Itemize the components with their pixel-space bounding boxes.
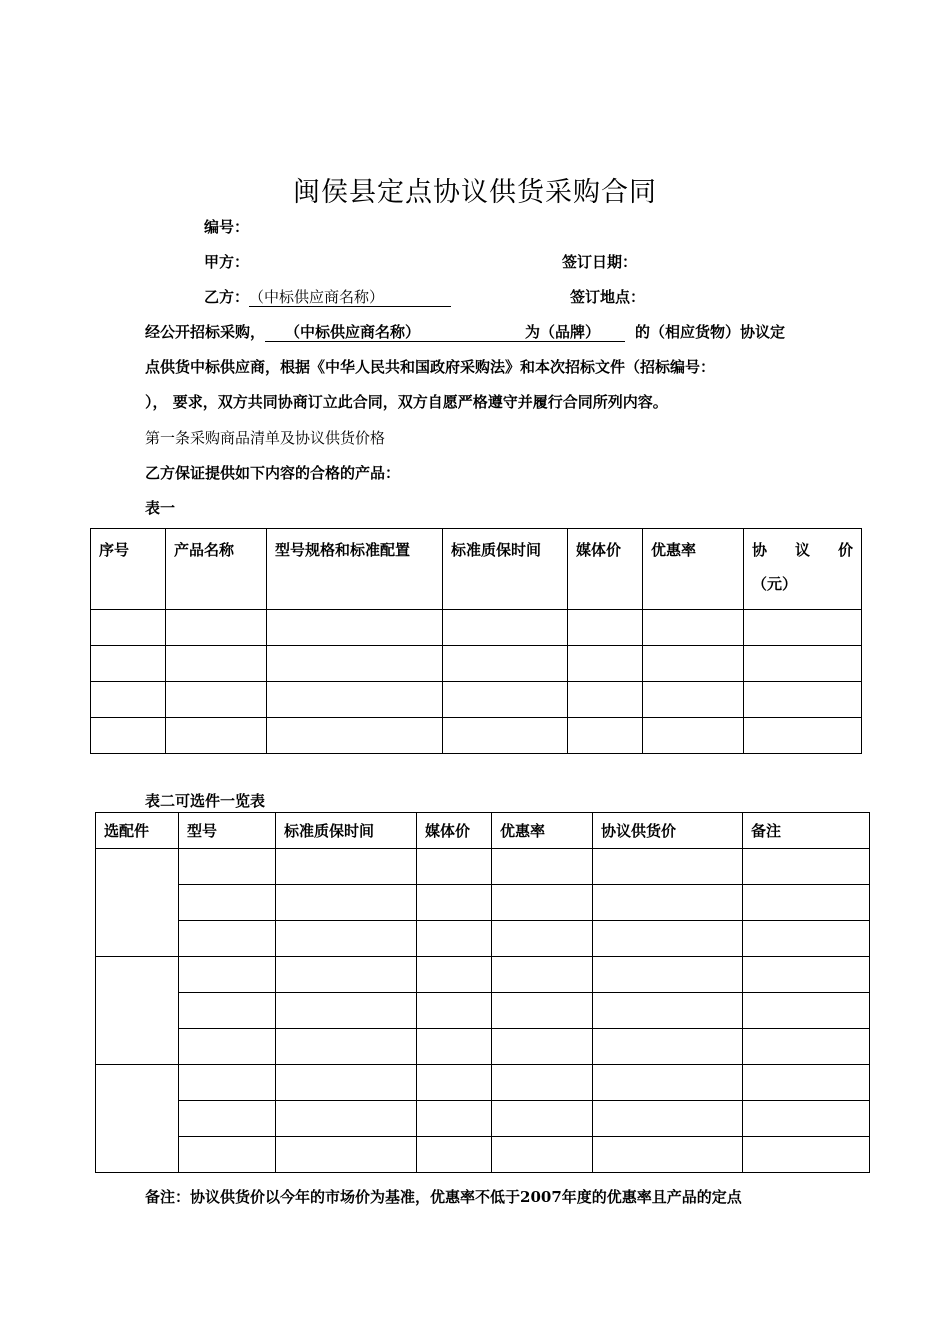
table-cell[interactable]: [267, 718, 443, 754]
header-cell: 优惠率: [643, 529, 744, 610]
sign-date-label: 签订日期：: [562, 253, 638, 271]
table-cell[interactable]: [91, 646, 166, 682]
table-cell[interactable]: [492, 993, 593, 1029]
table-cell[interactable]: [743, 885, 870, 921]
table-cell[interactable]: [417, 1101, 492, 1137]
table-cell[interactable]: [276, 1137, 417, 1173]
header-cell: 选配件: [96, 813, 179, 849]
table-cell[interactable]: [743, 993, 870, 1029]
table-cell[interactable]: [166, 682, 267, 718]
table-row: [91, 682, 862, 718]
options-table: [95, 812, 870, 1173]
table-cell[interactable]: [643, 646, 744, 682]
option-group-cell[interactable]: [96, 1065, 179, 1173]
table-cell[interactable]: [276, 1029, 417, 1065]
table-cell[interactable]: [91, 610, 166, 646]
table-cell[interactable]: [744, 682, 862, 718]
product-table: [90, 528, 862, 754]
article-1-heading: 第一条采购商品清单及协议供货价格: [145, 429, 386, 447]
table-cell[interactable]: [417, 1065, 492, 1101]
intro-brand: 为（品牌）: [525, 323, 625, 342]
table-cell[interactable]: [276, 957, 417, 993]
header-char: 协: [752, 541, 768, 559]
header-cell: 备注: [743, 813, 870, 849]
table-row: [96, 921, 870, 957]
intro-line-2: 点供货中标供应商，根据《中华人民共和国政府采购法》和本次招标文件（招标编号：: [145, 358, 716, 376]
table-cell[interactable]: [744, 610, 862, 646]
party-b-row: [204, 286, 451, 307]
header-cell: 协议供货价: [593, 813, 743, 849]
table-cell[interactable]: [417, 885, 492, 921]
header-char: 议: [794, 541, 810, 559]
header-cell: 标准质保时间: [443, 529, 568, 610]
intro-line-1: [145, 321, 785, 342]
table-cell[interactable]: [492, 1065, 593, 1101]
table-cell[interactable]: [179, 849, 276, 885]
table-cell[interactable]: [267, 646, 443, 682]
document-title: 闽侯县定点协议供货采购合同: [293, 177, 657, 208]
table-row: [96, 993, 870, 1029]
header-cell: 优惠率: [492, 813, 593, 849]
table-cell[interactable]: [744, 646, 862, 682]
table-cell[interactable]: [568, 646, 643, 682]
header-cell: 媒体价: [568, 529, 643, 610]
table-cell[interactable]: [593, 1029, 743, 1065]
table-cell[interactable]: [643, 682, 744, 718]
table-row: [96, 1029, 870, 1065]
table2-caption: 表二可选件一览表: [145, 792, 266, 810]
header-unit: （元）: [752, 575, 798, 593]
table-cell[interactable]: [276, 885, 417, 921]
table-cell[interactable]: [417, 1029, 492, 1065]
table-cell[interactable]: [179, 1137, 276, 1173]
table-cell[interactable]: [443, 682, 568, 718]
table-cell[interactable]: [492, 849, 593, 885]
table-cell[interactable]: [643, 610, 744, 646]
table-cell[interactable]: [743, 1101, 870, 1137]
table-cell[interactable]: [166, 610, 267, 646]
party-b-label: 乙方：: [204, 288, 250, 306]
table-cell[interactable]: [179, 1065, 276, 1101]
sign-place-label: 签订地点：: [570, 288, 646, 306]
intro-text-c: 的（相应货物）协议定: [635, 323, 786, 341]
table-cell[interactable]: [443, 646, 568, 682]
table-cell[interactable]: [593, 993, 743, 1029]
header-cell: 标准质保时间: [276, 813, 417, 849]
footnote: 备注：协议供货价以今年的市场价为基准，优惠率不低于2007年度的优惠率且产品的定点: [145, 1188, 742, 1206]
table-cell[interactable]: [743, 1029, 870, 1065]
table-cell[interactable]: [179, 885, 276, 921]
table-cell[interactable]: [593, 1137, 743, 1173]
table-row: [91, 610, 862, 646]
intro-supplier: （中标供应商名称）: [265, 323, 525, 342]
table-cell[interactable]: [593, 885, 743, 921]
table-cell[interactable]: [417, 1137, 492, 1173]
table-cell[interactable]: [593, 849, 743, 885]
table-cell[interactable]: [179, 993, 276, 1029]
table-cell[interactable]: [743, 849, 870, 885]
table-cell[interactable]: [593, 921, 743, 957]
table-cell[interactable]: [417, 849, 492, 885]
table-cell[interactable]: [179, 957, 276, 993]
table-cell[interactable]: [743, 1065, 870, 1101]
table-cell[interactable]: [443, 610, 568, 646]
table-cell[interactable]: [179, 1101, 276, 1137]
table-cell[interactable]: [417, 921, 492, 957]
table-row: [96, 885, 870, 921]
table-cell[interactable]: [166, 646, 267, 682]
header-char: 价: [837, 541, 853, 559]
table-row: [96, 1065, 870, 1101]
option-group-cell[interactable]: [96, 849, 179, 957]
table1-caption: 表一: [145, 499, 176, 517]
table-cell[interactable]: [743, 957, 870, 993]
table-cell[interactable]: [267, 682, 443, 718]
header-cell: 型号: [179, 813, 276, 849]
table-cell[interactable]: [276, 1101, 417, 1137]
number-label: 编号：: [204, 218, 250, 236]
option-group-cell[interactable]: [96, 957, 179, 1065]
table-cell[interactable]: [492, 1029, 593, 1065]
table-cell[interactable]: [276, 849, 417, 885]
header-cell: 型号规格和标准配置: [267, 529, 443, 610]
party-a-label: 甲方：: [204, 253, 250, 271]
table-cell[interactable]: [492, 885, 593, 921]
table-cell[interactable]: [179, 1029, 276, 1065]
table-cell[interactable]: [267, 610, 443, 646]
table-cell[interactable]: [593, 1065, 743, 1101]
table-cell[interactable]: [568, 682, 643, 718]
table-row: [96, 957, 870, 993]
header-cell-agreed-price: [744, 529, 862, 610]
table-cell[interactable]: [492, 1137, 593, 1173]
table-cell[interactable]: [743, 921, 870, 957]
table-cell[interactable]: [166, 718, 267, 754]
intro-line-3: ）， 要求，双方共同协商订立此合同，双方自愿严格遵守并履行合同所列内容。: [145, 393, 668, 411]
table-header-row: [91, 529, 862, 610]
table-cell[interactable]: [492, 921, 593, 957]
table-cell[interactable]: [643, 718, 744, 754]
table-cell[interactable]: [417, 993, 492, 1029]
table-cell[interactable]: [492, 1101, 593, 1137]
intro-text-a: 经公开招标采购，: [145, 323, 266, 341]
table-cell[interactable]: [179, 921, 276, 957]
table-row: [91, 718, 862, 754]
table-cell[interactable]: [443, 718, 568, 754]
header-cell: 媒体价: [417, 813, 492, 849]
table-cell[interactable]: [492, 957, 593, 993]
table-cell[interactable]: [91, 682, 166, 718]
table-row: [91, 646, 862, 682]
table-cell[interactable]: [593, 1101, 743, 1137]
table-row: [96, 849, 870, 885]
header-cell: 产品名称: [166, 529, 267, 610]
table-cell[interactable]: [276, 1065, 417, 1101]
table-row: [96, 1101, 870, 1137]
table-cell[interactable]: [91, 718, 166, 754]
table-cell[interactable]: [568, 610, 643, 646]
table-cell[interactable]: [568, 718, 643, 754]
table-cell[interactable]: [744, 718, 862, 754]
table-cell[interactable]: [743, 1137, 870, 1173]
table-cell[interactable]: [593, 957, 743, 993]
table-cell[interactable]: [276, 993, 417, 1029]
party-b-value: （中标供应商名称）: [249, 288, 451, 307]
table-row: [96, 1137, 870, 1173]
table-cell[interactable]: [417, 957, 492, 993]
table-cell[interactable]: [276, 921, 417, 957]
guarantee-text: 乙方保证提供如下内容的合格的产品：: [145, 464, 401, 482]
header-cell: 序号: [91, 529, 166, 610]
table-header-row: [96, 813, 870, 849]
